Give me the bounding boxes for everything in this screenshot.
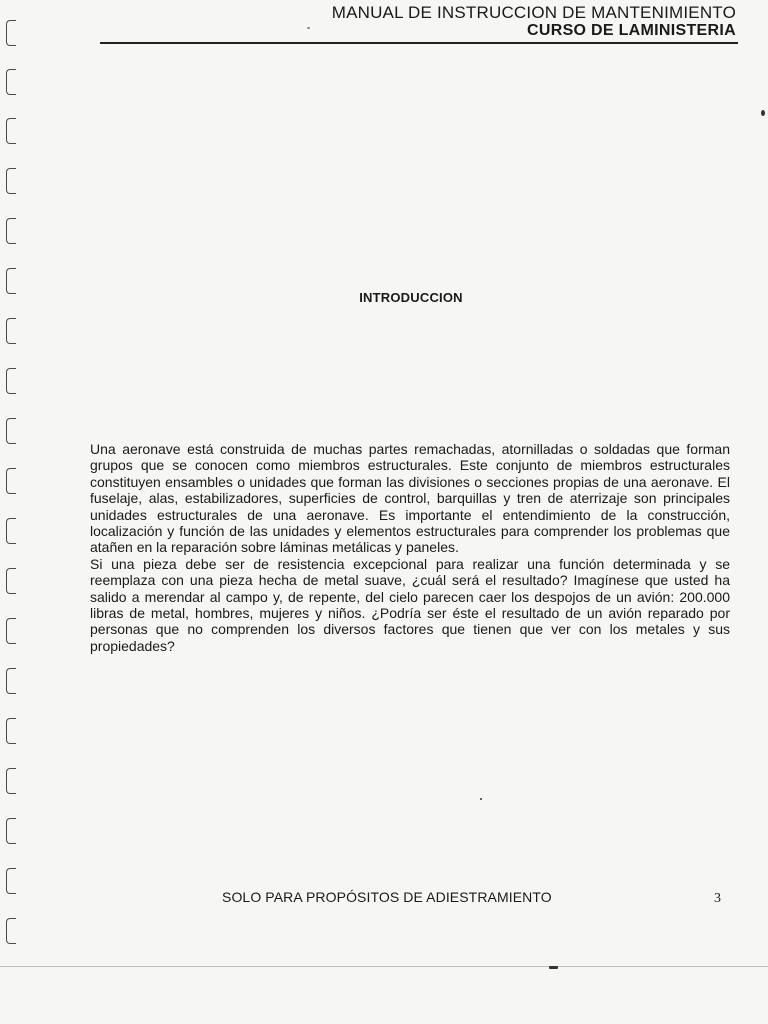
- binder-hole: [6, 518, 16, 544]
- binder-hole: [6, 818, 16, 844]
- body-paragraph: Una aeronave está construida de muchas partes remachadas, atornilladas o soldadas que forman grupos que se conocen como miembros estructurales. Este conjunto de miembros estructurales constituyen ensambles o unidades que forman las divisiones o secciones propias de una aeronave. El fuselaje, alas, estabilizadores, superficies de control, barquillas y tren de aterrizaje son principales unidades estructurales de una aeronave. Es importante el entendimiento de la construcción, localización y función de las unidades y elementos estructurales para comprender los problemas que atañen en la reparación sobre láminas metálicas y paneles.: [90, 441, 730, 556]
- binder-hole: [6, 69, 16, 95]
- scan-speck: [761, 110, 765, 116]
- binder-hole: [6, 318, 16, 344]
- binder-hole: [6, 368, 16, 394]
- binder-hole: [6, 568, 16, 594]
- binder-hole: [6, 618, 16, 644]
- binder-hole: [6, 20, 16, 46]
- binder-holes: [6, 20, 20, 940]
- binder-hole: [6, 768, 16, 794]
- body-text: [90, 441, 730, 654]
- manual-title: MANUAL DE INSTRUCCION DE MANTENIMIENTO: [331, 3, 736, 22]
- page-number: 3: [714, 891, 721, 906]
- header-rule: [100, 42, 738, 44]
- scan-speck: [480, 798, 482, 800]
- binder-hole: [6, 118, 16, 144]
- course-title: CURSO DE LAMINISTERIA: [527, 22, 736, 39]
- binder-hole: [6, 668, 16, 694]
- section-heading: INTRODUCCION: [359, 290, 463, 305]
- page-fold-line: [0, 966, 768, 967]
- binder-hole: [6, 218, 16, 244]
- scan-speck: [307, 27, 310, 29]
- binder-hole: [6, 718, 16, 744]
- binder-hole: [6, 918, 16, 944]
- body-paragraph: Si una pieza debe ser de resistencia excepcional para realizar una función determinada y se reemplaza con una pieza hecha de metal suave, ¿cuál será el resultado? Imagínese que usted ha salido a merendar al campo y, de repente, del cielo parecen caer los despojos de un avión: 200.000 libras de metal, hombres, mujeres y niños. ¿Podría ser éste el resultado de un avión reparado por personas que no comprenden los diversos factores que tienen que ver con los metales y sus propiedades?: [90, 555, 730, 654]
- training-notice: SOLO PARA PROPÓSITOS DE ADIESTRAMIENTO: [222, 889, 552, 905]
- binder-hole: [6, 168, 16, 194]
- binder-hole: [6, 868, 16, 894]
- binder-hole: [6, 468, 16, 494]
- scan-speck: [549, 966, 558, 969]
- binder-hole: [6, 418, 16, 444]
